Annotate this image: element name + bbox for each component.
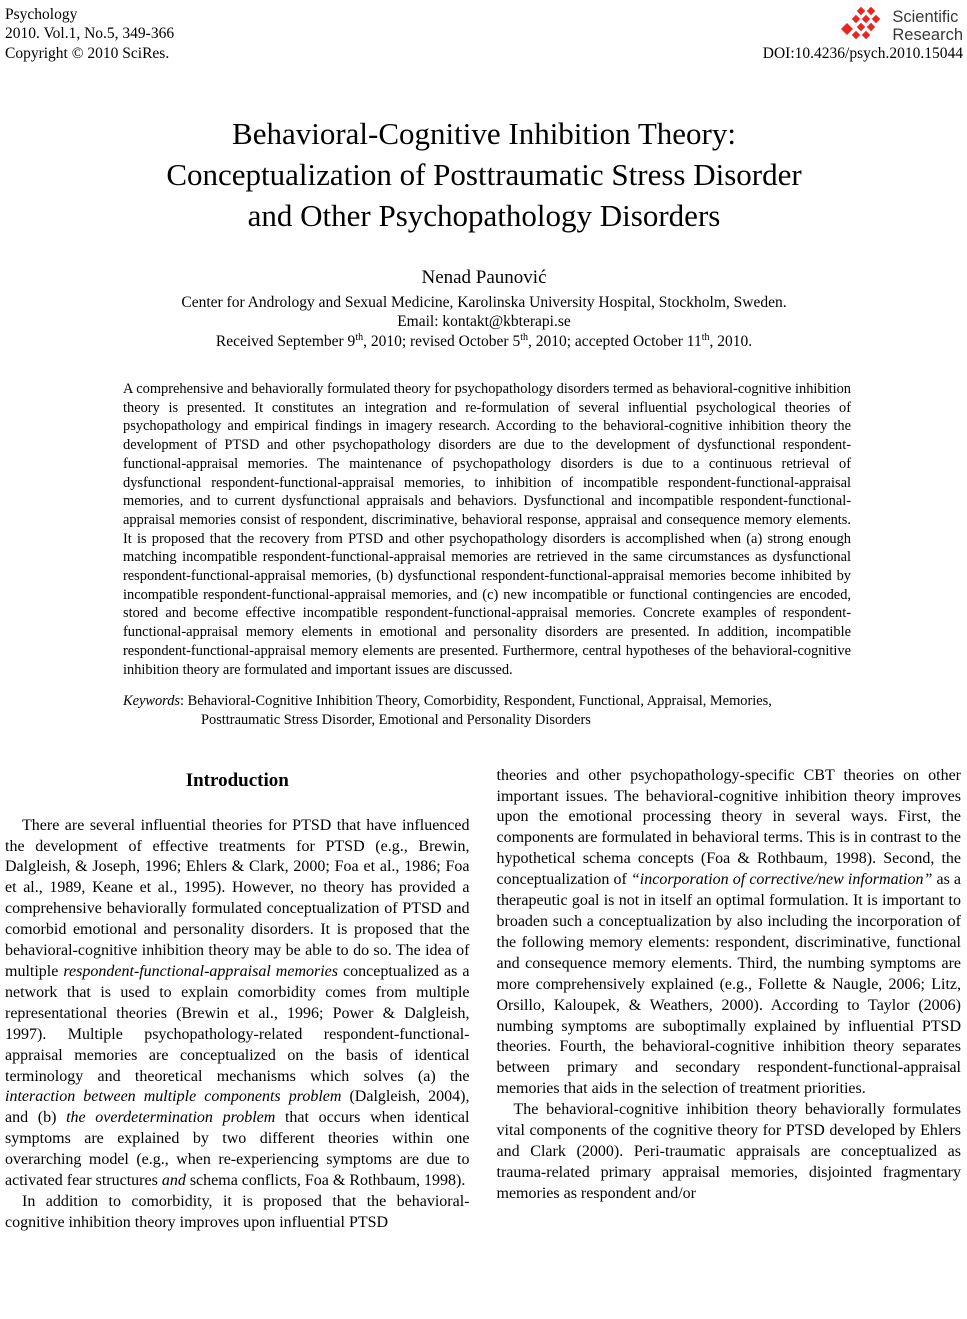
right-column bbox=[497, 766, 962, 1234]
page-header bbox=[5, 5, 963, 63]
section-heading-introduction: Introduction bbox=[185, 769, 289, 791]
author-affiliation: Center for Andrology and Sexual Medicine, Karolinska University Hospital, Stockholm, Sweden. bbox=[181, 293, 787, 311]
paper-title-line1: Behavioral-Cognitive Inhibition Theory: bbox=[232, 116, 736, 151]
publisher-block bbox=[763, 5, 963, 63]
journal-issue: 2010. Vol.1, No.5, 349-366 bbox=[5, 25, 175, 43]
publisher-name-line2: Research bbox=[892, 26, 963, 44]
left-column bbox=[5, 766, 470, 1234]
scientific-research-logo-icon bbox=[835, 5, 887, 43]
paragraph: There are several influential theories for PTSD that have influenced the development of effective treatments for PTSD (e.g., Brewin, Dalgleish, & Joseph, 1996; Ehlers & Clark, 2000; Foa et al., 1986; Foa et al., 1989, Keane et al., 1995). However, no theory has provided a comprehensive behaviorally formulated conceptualization of PTSD and comorbid emotional and personality disorders. It is proposed that the behavioral-cognitive inhibition theory may be able to do so. The idea of multiple respondent-functional-appraisal memories conceptualized as a network that is used to explain comorbidity comes from multiple representational theories (Brewin et al., 1996; Power & Dalgleish, 1997). Multiple psychopathology-related respondent-functional-appraisal memories are conceptualized on the basis of identical terminology and theoretical mechanisms which solves (a) the interaction between multiple components problem (Dalgleish, 2004), and (b) the overdetermination problem that occurs when identical symptoms are explained by two different theories within one overarching model (e.g., when re-experiencing symptoms are due to activated fear structures and schema conflicts, Foa & Rothbaum, 1998). bbox=[5, 816, 470, 1190]
doi-text: DOI:10.4236/psych.2010.15044 bbox=[762, 45, 963, 62]
paragraph: theories and other psychopathology-specific CBT theories on other important issues. The behavioral-cognitive inhibition theory improves upon the emotional processing theory in several ways. First, the components are formulated in behavioral terms. This is in contrast to the hypothetical schema concepts (Foa & Rothbaum, 1998). Second, the conceptualization of “incorporation of corrective/new information” as a therapeutic goal is not in itself an optimal formulation. It is important to broaden such a conceptualization by also including the incorporation of the following memory elements: respondent, discriminative, functional and consequence memory elements. Third, the numbing symptoms are more comprehensively explained (e.g., Follette & Naugle, 2006; Litz, Orsillo, Kaloupek, & Weathers, 2000). According to Taylor (2006) numbing symptoms are suboptimally explained by influential PTSD theories. Fourth, the behavioral-cognitive inhibition theory separates between primary and secondary respondent-functional-appraisal memories that aids in the selection of treatment priorities. bbox=[496, 766, 961, 1098]
paper-title bbox=[5, 113, 963, 236]
author-name: Nenad Paunović bbox=[421, 267, 547, 288]
two-column-body bbox=[5, 766, 963, 1234]
abstract-text: A comprehensive and behaviorally formulated theory for psychopathology disorders termed as behavioral-cognitive inhibition theory is presented. It constitutes an integration and re-formulation of several influential psychological theories of psychopathology and empirical findings in imagery research. According to the behavioral-cognitive inhibition theory the development of PTSD and other psychopathology disorders are due to the development of dysfunctional respondent-functional-appraisal memories. The maintenance of psychopathology disorders is due to a continuous retrieval of dysfunctional respondent-functional-appraisal memories, to inhibition of incompatible respondent-functional-appraisal memories, and to current dysfunctional appraisals and behaviors. Dysfunctional and incompatible respondent-functional-appraisal memories consist of respondent, discriminative, behavioral response, appraisal and consequence memory elements. It is proposed that the recovery from PTSD and other psychopathology disorders is accomplished when (a) strong enough matching incompatible respondent-functional-appraisal memories are retrieved in the same circumstances as dysfunctional respondent-functional-appraisal memories, (b) dysfunctional respondent-functional-appraisal memories become inhibited by incompatible respondent-functional-appraisal memories, and (c) new incompatible or functional contingencies are encoded, stored and become effective incompatible respondent-functional-appraisal memories. Concrete examples of respondent-functional-appraisal memory elements in emotional and personality disorders are presented. In addition, incompatible respondent-functional-appraisal memory elements are presented. Furthermore, central hypotheses of the behavioral-cognitive inhibition theory are formulated and important issues are discussed. bbox=[123, 381, 851, 678]
publisher-name-line1: Scientific bbox=[892, 8, 959, 26]
paper-title-line3: and Other Psychopathology Disorders bbox=[247, 198, 721, 233]
paragraph: The behavioral-cognitive inhibition theory behaviorally formulates vital components of the cognitive theory for PTSD developed by Ehlers and Clark (2000). Peri-traumatic appraisals are conceptualized as trauma-related primary appraisal memories, disjointed fragmentary memories as respondent and/or bbox=[496, 1101, 961, 1202]
publisher-logo bbox=[763, 5, 963, 44]
received-dates: Received September 9th, 2010; revised October 5th, 2010; accepted October 11th, 2010. bbox=[215, 331, 753, 350]
copyright-notice: Copyright © 2010 SciRes. bbox=[5, 44, 170, 62]
paragraph: In addition to comorbidity, it is proposed that the behavioral-cognitive inhibition theory improves upon influential PTSD bbox=[5, 1192, 470, 1231]
author-email: Email: kontakt@kbterapi.se bbox=[397, 313, 571, 330]
journal-name: Psychology bbox=[5, 6, 78, 23]
paper-title-line2: Conceptualization of Posttraumatic Stress Disorder bbox=[166, 157, 802, 192]
keywords: Keywords: Behavioral-Cognitive Inhibition Theory, Comorbidity, Respondent, Functional, Appraisal, Memories, Posttraumatic Stress Disorder, Emotional and Personality Disorders bbox=[123, 693, 772, 728]
publisher-name bbox=[892, 5, 963, 44]
journal-info bbox=[5, 5, 174, 63]
author-block bbox=[5, 268, 963, 351]
